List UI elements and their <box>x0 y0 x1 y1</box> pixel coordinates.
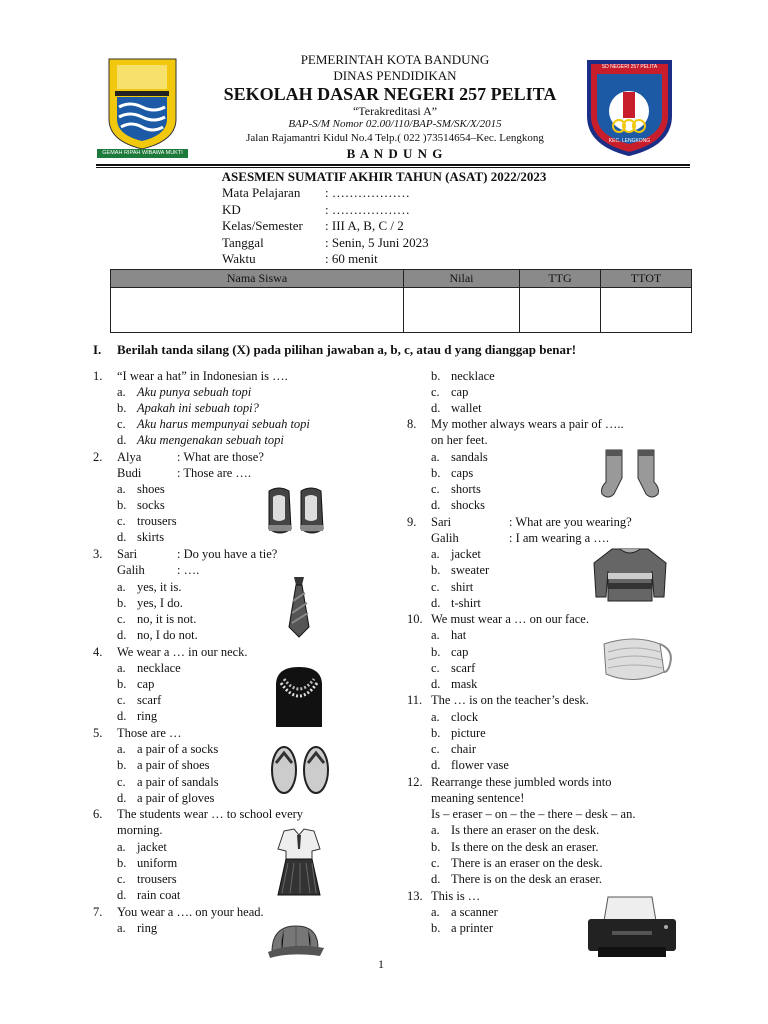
exam-field-kd <box>222 202 429 219</box>
q1-stem <box>93 368 288 384</box>
q-number: 13. <box>407 889 423 903</box>
opt-text: no, it is not. <box>137 612 197 626</box>
q-number: 3. <box>93 547 103 561</box>
opt-text: cap <box>137 677 155 691</box>
q-text: The students wear … to school every <box>117 807 304 821</box>
th-ttot: TTOT <box>601 270 692 288</box>
opt-letter: a. <box>431 450 440 464</box>
opt-text: jacket <box>137 840 167 854</box>
opt-text: shoes <box>137 482 165 496</box>
field-label: Tanggal <box>222 234 264 250</box>
q1-option-c[interactable] <box>117 416 310 432</box>
q9-option-a[interactable] <box>431 546 481 562</box>
q7-option-a[interactable] <box>117 920 157 936</box>
cell-ttot[interactable] <box>601 288 692 333</box>
opt-text: Apakah ini sebuah topi? <box>137 401 259 415</box>
opt-letter: d. <box>117 709 127 723</box>
opt-text: ring <box>137 709 158 723</box>
q12-option-c[interactable] <box>431 855 603 871</box>
opt-text: shorts <box>451 482 481 496</box>
right-logo-bottom: KEC. LENGKONG <box>608 138 651 144</box>
speaker: Sari <box>117 547 138 561</box>
q13-option-a[interactable] <box>431 904 498 920</box>
q4-option-d[interactable] <box>117 708 157 724</box>
opt-letter: c. <box>431 742 440 756</box>
q7-option-c[interactable] <box>431 384 468 400</box>
q5-stem <box>93 725 182 741</box>
q2-option-c[interactable] <box>117 513 177 529</box>
opt-letter: c. <box>117 872 126 886</box>
opt-letter: d. <box>117 530 127 544</box>
speaker: Budi <box>117 466 142 480</box>
dialog: : …. <box>177 563 200 577</box>
opt-text: hat <box>451 628 467 642</box>
q12-stem-cont: meaning sentence! <box>431 791 525 805</box>
page-number: 1 <box>378 957 384 971</box>
q-number: 10. <box>407 612 423 626</box>
q1-option-a[interactable] <box>117 384 251 400</box>
opt-letter: a. <box>117 921 126 935</box>
q-text: We must wear a … on our face. <box>431 612 589 626</box>
opt-letter: b. <box>117 596 127 610</box>
opt-text: clock <box>451 710 479 724</box>
th-nilai: Nilai <box>404 270 520 288</box>
q3-option-a[interactable] <box>117 579 181 595</box>
opt-text: necklace <box>451 369 495 383</box>
opt-text: sandals <box>451 450 488 464</box>
opt-text: There is an eraser on the desk. <box>451 856 603 870</box>
q-text: Rearrange these jumbled words into <box>431 775 612 789</box>
opt-letter: a. <box>117 840 126 854</box>
q6-stem-cont: morning. <box>117 823 163 837</box>
header-dept: DINAS PENDIDIKAN <box>333 68 457 83</box>
opt-letter: c. <box>431 856 440 870</box>
q8-option-a[interactable] <box>431 449 488 465</box>
speaker: Galih <box>431 531 459 545</box>
field-value: : ……………… <box>325 185 410 200</box>
mask-image <box>594 634 676 691</box>
opt-text: flower vase <box>451 758 509 772</box>
opt-letter: b. <box>117 401 127 415</box>
q-number: 12. <box>407 775 423 789</box>
opt-letter: d. <box>431 596 441 610</box>
q2-option-b[interactable] <box>117 497 165 513</box>
uniform-image <box>276 827 322 904</box>
opt-text: cap <box>451 645 469 659</box>
opt-letter: b. <box>431 645 441 659</box>
opt-letter: a. <box>431 628 440 642</box>
q5-option-c[interactable] <box>117 774 219 790</box>
q-number: 9. <box>407 515 417 529</box>
dialog: : Those are …. <box>177 466 252 480</box>
opt-text: skirts <box>137 530 165 544</box>
left-logo <box>95 57 190 162</box>
opt-text: sweater <box>451 563 490 577</box>
q11-option-d[interactable] <box>431 757 509 773</box>
opt-letter: c. <box>117 693 126 707</box>
q12-option-d[interactable] <box>431 871 602 887</box>
q13-stem <box>407 888 480 904</box>
q3-option-b[interactable] <box>117 595 183 611</box>
opt-text: a pair of shoes <box>137 758 210 772</box>
q4-option-c[interactable] <box>117 692 161 708</box>
opt-text: scarf <box>451 661 476 675</box>
exam-fields <box>222 185 429 268</box>
opt-text: yes, it is. <box>137 580 182 594</box>
opt-text: rain coat <box>137 888 181 902</box>
header-accreditation: “Terakreditasi A” <box>352 104 438 118</box>
cell-nama[interactable] <box>111 288 404 333</box>
exam-field-time <box>222 251 429 268</box>
opt-letter: d. <box>431 872 441 886</box>
socks-image <box>598 448 664 505</box>
left-logo-motto: GEMAH RIPAH WIBAWA MUKTI <box>102 150 183 156</box>
opt-letter: b. <box>431 563 441 577</box>
field-value: : 60 menit <box>325 251 378 266</box>
q3-line1 <box>93 546 277 562</box>
q7-stem <box>93 904 264 920</box>
opt-letter: c. <box>431 385 440 399</box>
opt-letter: c. <box>431 580 440 594</box>
q6-option-a[interactable] <box>117 839 167 855</box>
q2-line1 <box>93 449 264 465</box>
opt-text: a pair of sandals <box>137 775 219 789</box>
score-table <box>110 269 692 333</box>
opt-letter: b. <box>431 840 441 854</box>
q10-option-a[interactable] <box>431 627 466 643</box>
cell-ttg[interactable] <box>520 288 601 333</box>
q6-option-d[interactable] <box>117 887 180 903</box>
opt-letter: d. <box>431 758 441 772</box>
th-nama: Nama Siswa <box>111 270 404 288</box>
opt-letter: b. <box>117 856 127 870</box>
q11-stem <box>407 692 589 708</box>
right-logo-text: SD NEGERI 257 PELITA <box>601 64 658 70</box>
printer-image <box>582 895 682 966</box>
field-label: Mata Pelajaran <box>222 185 301 200</box>
opt-letter: b. <box>117 677 127 691</box>
opt-text: uniform <box>137 856 178 870</box>
dialog: : Do you have a tie? <box>177 547 278 561</box>
q7-option-d[interactable] <box>431 400 482 416</box>
opt-text: trousers <box>137 514 177 528</box>
exam-field-subject <box>222 185 429 202</box>
q12-option-b[interactable] <box>431 839 599 855</box>
q10-stem <box>407 611 589 627</box>
opt-letter: c. <box>117 612 126 626</box>
q-number: 8. <box>407 417 417 431</box>
q-text: My mother always wears a pair of ….. <box>431 417 624 431</box>
q12-jumbled: Is – eraser – on – the – there – desk – an. <box>431 807 636 821</box>
tie-image <box>285 575 313 644</box>
opt-letter: a. <box>431 710 440 724</box>
q10-option-b[interactable] <box>431 644 468 660</box>
q8-option-d[interactable] <box>431 497 485 513</box>
speaker: Sari <box>431 515 452 529</box>
q4-stem <box>93 644 248 660</box>
q4-option-a[interactable] <box>117 660 181 676</box>
opt-letter: d. <box>117 628 127 642</box>
opt-letter: d. <box>117 888 127 902</box>
opt-letter: b. <box>431 466 441 480</box>
q9-option-d[interactable] <box>431 595 481 611</box>
q12-stem <box>407 774 612 790</box>
speaker: Galih <box>117 563 145 577</box>
q9-option-b[interactable] <box>431 562 489 578</box>
opt-text: a printer <box>451 921 493 935</box>
opt-letter: a. <box>431 905 440 919</box>
opt-letter: a. <box>117 742 126 756</box>
q10-option-c[interactable] <box>431 660 475 676</box>
opt-letter: b. <box>431 921 441 935</box>
opt-letter: a. <box>431 823 440 837</box>
opt-text: wallet <box>451 401 482 415</box>
opt-text: socks <box>137 498 165 512</box>
opt-letter: c. <box>117 417 126 431</box>
q-text: You wear a …. on your head. <box>117 905 264 919</box>
q7-option-b[interactable] <box>431 368 495 384</box>
q-text: “I wear a hat” in Indonesian is …. <box>117 369 288 383</box>
q8-stem <box>407 416 624 432</box>
exam-field-class <box>222 218 429 235</box>
opt-letter: d. <box>117 791 127 805</box>
opt-text: chair <box>451 742 476 756</box>
q13-option-b[interactable] <box>431 920 493 936</box>
q-text: Those are … <box>117 726 182 740</box>
q3-line2 <box>117 562 199 578</box>
th-ttg: TTG <box>520 270 601 288</box>
q5-option-a[interactable] <box>117 741 218 757</box>
instruction-number: I. <box>93 342 102 357</box>
q9-option-c[interactable] <box>431 579 473 595</box>
opt-letter: c. <box>431 482 440 496</box>
q-number: 11. <box>407 693 423 707</box>
opt-text: mask <box>451 677 478 691</box>
field-label: KD <box>222 201 241 217</box>
opt-text: Aku punya sebuah topi <box>137 385 252 399</box>
q1-option-b[interactable] <box>117 400 259 416</box>
cell-nilai[interactable] <box>404 288 520 333</box>
q2-line2 <box>117 465 251 481</box>
shoes-image <box>265 485 327 542</box>
field-value: : Senin, 5 Juni 2023 <box>325 234 429 250</box>
q2-option-d[interactable] <box>117 529 164 545</box>
opt-letter: b. <box>431 369 441 383</box>
opt-letter: c. <box>117 514 126 528</box>
opt-letter: b. <box>117 498 127 512</box>
speaker: Alya <box>117 450 142 464</box>
opt-letter: c. <box>431 661 440 675</box>
q-number: 4. <box>93 645 103 659</box>
q5-option-b[interactable] <box>117 757 210 773</box>
opt-text: a pair of a socks <box>137 742 219 756</box>
q5-option-d[interactable] <box>117 790 214 806</box>
exam-title: ASESMEN SUMATIF AKHIR TAHUN (ASAT) 2022/2023 <box>221 169 547 184</box>
q-number: 2. <box>93 450 103 464</box>
opt-text: cap <box>451 385 469 399</box>
necklace-image <box>270 665 328 732</box>
opt-letter: b. <box>431 726 441 740</box>
field-value: : III A, B, C / 2 <box>325 218 404 233</box>
header-school: SEKOLAH DASAR NEGERI 257 PELITA <box>223 84 557 104</box>
opt-letter: d. <box>117 433 127 447</box>
opt-text: picture <box>451 726 486 740</box>
field-label: Kelas/Semester <box>222 218 303 233</box>
q6-option-b[interactable] <box>117 855 177 871</box>
q11-option-b[interactable] <box>431 725 486 741</box>
q3-option-c[interactable] <box>117 611 196 627</box>
opt-text: trousers <box>137 872 177 886</box>
opt-text: necklace <box>137 661 181 675</box>
opt-text: Is there an eraser on the desk. <box>451 823 600 837</box>
q-number: 6. <box>93 807 103 821</box>
q-text: This is … <box>431 889 481 903</box>
header-divider <box>96 164 690 166</box>
q-text: We wear a … in our neck. <box>117 645 248 659</box>
opt-text: no, I do not. <box>137 628 198 642</box>
field-label: Waktu <box>222 251 256 266</box>
opt-text: yes, I do. <box>137 596 183 610</box>
q8-option-c[interactable] <box>431 481 481 497</box>
opt-text: ring <box>137 921 158 935</box>
q11-option-a[interactable] <box>431 709 478 725</box>
q8-option-b[interactable] <box>431 465 473 481</box>
field-value: : ……………… <box>325 201 410 217</box>
opt-text: caps <box>451 466 474 480</box>
opt-letter: b. <box>117 758 127 772</box>
dialog: : What are you wearing? <box>509 515 632 529</box>
header-city: B A N D U N G <box>346 146 444 161</box>
q6-option-c[interactable] <box>117 871 177 887</box>
q10-option-d[interactable] <box>431 676 477 692</box>
opt-letter: a. <box>117 385 126 399</box>
opt-letter: d. <box>431 498 441 512</box>
q-text: The … is on the teacher’s desk. <box>431 693 589 707</box>
opt-letter: d. <box>431 401 441 415</box>
q4-option-b[interactable] <box>117 676 154 692</box>
opt-text: a scanner <box>451 905 498 919</box>
opt-text: shocks <box>451 498 486 512</box>
opt-text: Aku mengenakan sebuah topi <box>137 433 284 447</box>
q6-stem <box>93 806 303 822</box>
opt-letter: a. <box>117 580 126 594</box>
sweater-image <box>590 545 670 608</box>
dialog: : I am wearing a …. <box>509 531 609 545</box>
cap-image <box>266 922 326 965</box>
dialog: : What are those? <box>177 450 264 464</box>
opt-text: shirt <box>451 580 474 594</box>
opt-letter: a. <box>431 547 440 561</box>
q9-line2 <box>431 530 609 546</box>
opt-letter: c. <box>117 775 126 789</box>
exam-field-date <box>222 235 429 252</box>
header-gov: PEMERINTAH KOTA BANDUNG <box>300 52 490 67</box>
header-divider-thin <box>96 167 690 168</box>
opt-text: scarf <box>137 693 162 707</box>
q3-option-d[interactable] <box>117 627 198 643</box>
q8-stem-cont: on her feet. <box>431 433 488 447</box>
opt-letter: d. <box>431 677 441 691</box>
q11-option-c[interactable] <box>431 741 476 757</box>
q12-option-a[interactable] <box>431 822 599 838</box>
header-bap: BAP-S/M Nomor 02.00/110/BAP-SM/SK/X/2015 <box>288 118 502 130</box>
q9-line1 <box>407 514 632 530</box>
q2-option-a[interactable] <box>117 481 165 497</box>
q-number: 7. <box>93 905 103 919</box>
opt-text: a pair of gloves <box>137 791 215 805</box>
q-number: 1. <box>93 369 103 383</box>
opt-text: Aku harus mempunyai sebuah topi <box>137 417 310 431</box>
opt-text: There is on the desk an eraser. <box>451 872 602 886</box>
sandals-image <box>268 745 332 800</box>
header-address: Jalan Rajamantri Kidul No.4 Telp.( 022 )73514654–Kec. Lengkong <box>246 132 544 144</box>
opt-letter: a. <box>117 482 126 496</box>
instruction <box>93 342 576 358</box>
opt-text: Is there on the desk an eraser. <box>451 840 599 854</box>
q1-option-d[interactable] <box>117 432 284 448</box>
opt-text: t-shirt <box>451 596 481 610</box>
instruction-text: Berilah tanda silang (X) pada pilihan jawaban a, b, c, atau d yang dianggap benar! <box>117 342 577 357</box>
opt-letter: a. <box>117 661 126 675</box>
q-number: 5. <box>93 726 103 740</box>
opt-text: jacket <box>451 547 481 561</box>
